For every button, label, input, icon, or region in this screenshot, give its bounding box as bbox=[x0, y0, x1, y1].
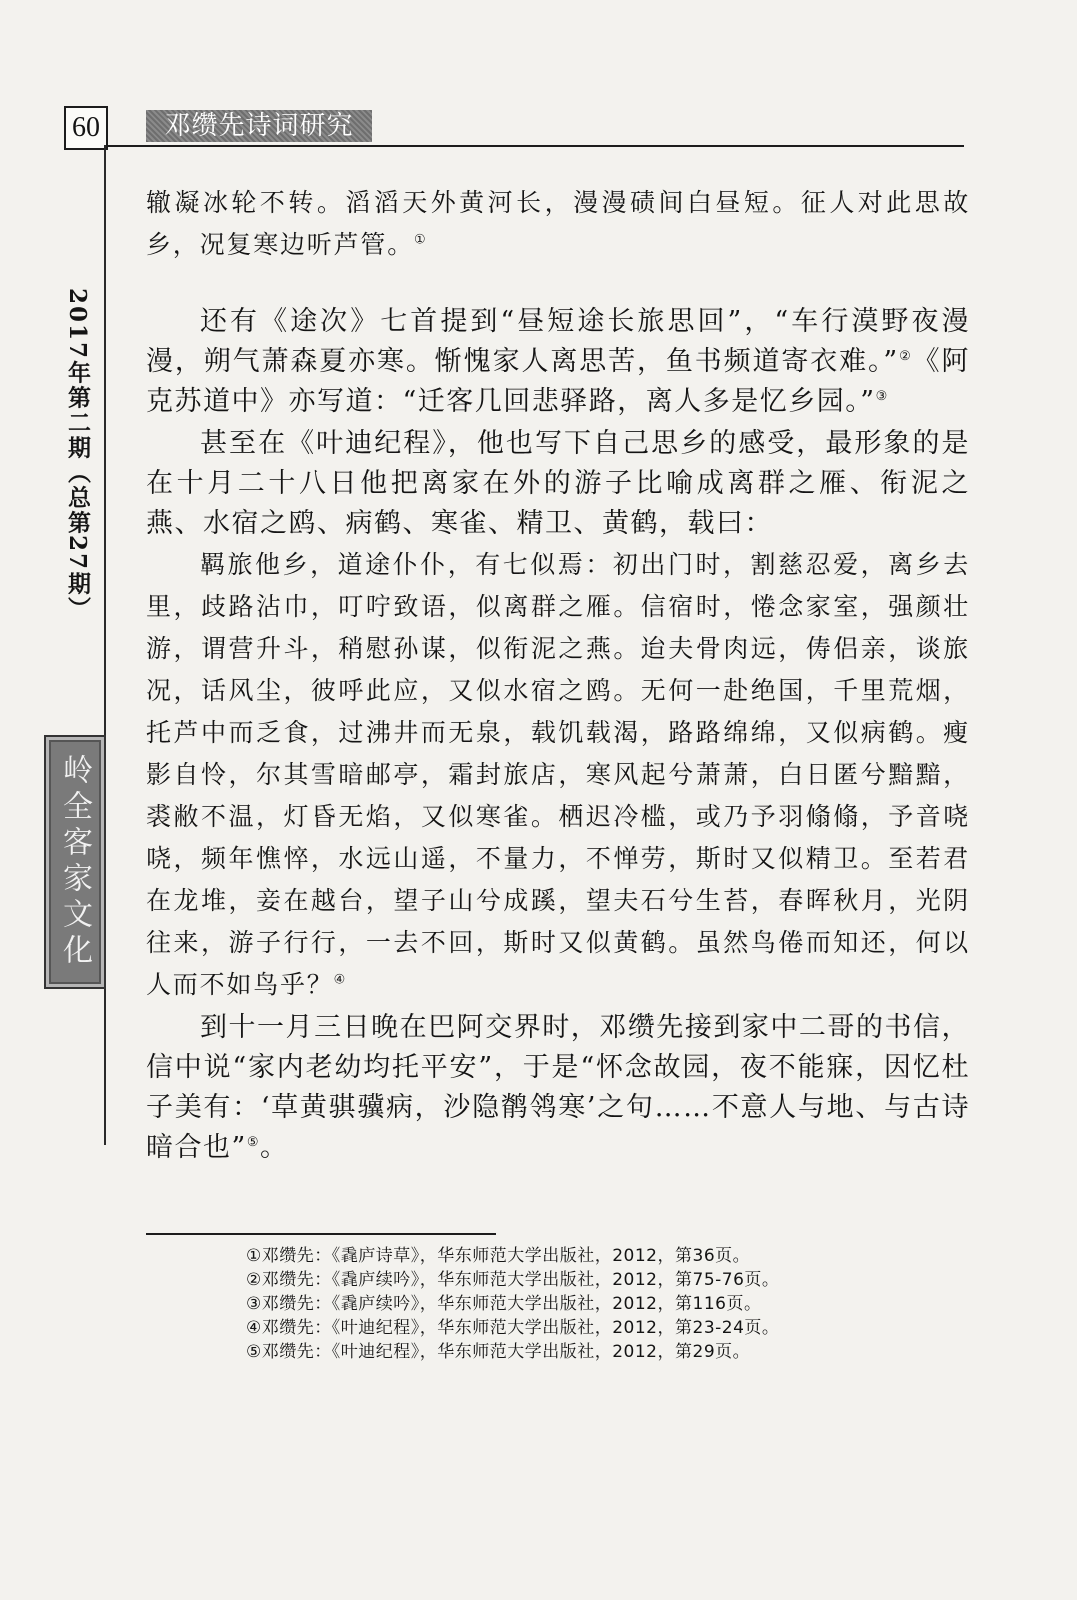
footnote-ref: ① bbox=[414, 232, 428, 248]
footnote-item: ①邓缵先：《毳庐诗草》，华东师范大学出版社，2012，第36页。 bbox=[246, 1246, 751, 1266]
footnote-ref: ③ bbox=[875, 389, 889, 404]
header-rule bbox=[104, 145, 964, 147]
paragraph-text: 《阿克苏道中》亦写道：“迁客几回悲驿路，离人多是忆乡园。” bbox=[146, 346, 971, 417]
paragraph-text: 。 bbox=[259, 1132, 289, 1163]
footnote-item: ④邓缵先：《叶迪纪程》，华东师范大学出版社，2012，第23-24页。 bbox=[246, 1318, 780, 1338]
issue-info: 2017年第二期（总第27期） bbox=[64, 288, 91, 622]
column-logo bbox=[44, 735, 106, 989]
quote-text: 羁旅他乡，道途仆仆，有七似焉：初出门时，割慈忍爱，离乡去里，歧路沾巾，叮咛致语，似离群之雁。信宿时，惓念家室，强颜壮游，谓营升斗，稍慰孙谋，似衔泥之燕。迨夫骨肉远，俦侣亲，谈旅况，话风尘，彼呼此应，又似水宿之鸥。无何一赴绝国，千里荒烟，托芦中而乏食，过沸井而无泉，载饥载渴，路路绵绵，又似病鹤。瘦影自怜，尔其雪暗邮亭，霜封旅店，寒风起兮萧萧，白日匿兮黯黯，裘敝不温，灯昏无焰，又似寒雀。栖迟冷槛，或乃予羽翛翛，予音哓哓，频年憔悴，水远山遥，不量力，不惮劳，斯时又似精卫。至若君在龙堆，妾在越台，望子山兮成蹊，望夫石兮生苔，春晖秋月，光阴往来，游子行行，一去不回，斯时又似黄鹤。虽然鸟倦而知还，何以人而不如鸟乎？ bbox=[146, 550, 970, 999]
footnote-item: ③邓缵先：《毳庐续吟》，华东师范大学出版社，2012，第116页。 bbox=[246, 1294, 762, 1314]
paragraph-text: 到十一月三日晚在巴阿交界时，邓缵先接到家中二哥的书信，信中说“家内老幼均托平安”，于是“怀念故园，夜不能寐，因忆杜子美有：‘草黄骐骥病，沙隐鹡鸰寒’之句……不意人与地、与古诗暗合也” bbox=[146, 1012, 970, 1163]
footnote-rule bbox=[146, 1233, 496, 1235]
paragraph-3: 甚至在《叶迪纪程》，他也写下自己思乡的感受，最形象的是在十月二十八日他把离家在外的游子比喻成离群之雁、衔泥之燕、水宿之鸥、病鹤、寒雀、精卫、黄鹤，载曰： bbox=[146, 428, 970, 539]
footnote-item: ⑤邓缵先：《叶迪纪程》，华东师范大学出版社，2012，第29页。 bbox=[246, 1342, 751, 1362]
margin-rule bbox=[104, 145, 106, 1145]
paragraph-5 bbox=[146, 1008, 970, 1168]
footnote-ref: ⑤ bbox=[246, 1135, 260, 1150]
footnote-item: ②邓缵先：《毳庐续吟》，华东师范大学出版社，2012，第75-76页。 bbox=[246, 1270, 780, 1290]
paragraph-text: 还有《途次》七首提到“昼短途长旅思回”，“车行漠野夜漫漫，朔气萧森夏亦寒。惭愧家人离思苦，鱼书频道寄衣难。” bbox=[146, 306, 970, 377]
column-logo-text: 岭全客家文化 bbox=[57, 754, 92, 970]
paragraph-quote-4 bbox=[146, 544, 970, 1006]
footnotes bbox=[246, 1244, 966, 1364]
paragraph-quote-1 bbox=[146, 182, 970, 266]
paragraph-2 bbox=[146, 302, 970, 422]
footnote-ref: ④ bbox=[333, 972, 348, 988]
running-title-banner: 邓缵先诗词研究 bbox=[146, 110, 372, 142]
page-number: 60 bbox=[64, 106, 108, 150]
footnote-ref: ② bbox=[898, 349, 913, 364]
body-text bbox=[146, 182, 970, 1168]
quote-text: 辙凝冰轮不转。滔滔天外黄河长，漫漫碛间白昼短。征人对此思故乡，况复寒边听芦管。 bbox=[146, 188, 970, 259]
